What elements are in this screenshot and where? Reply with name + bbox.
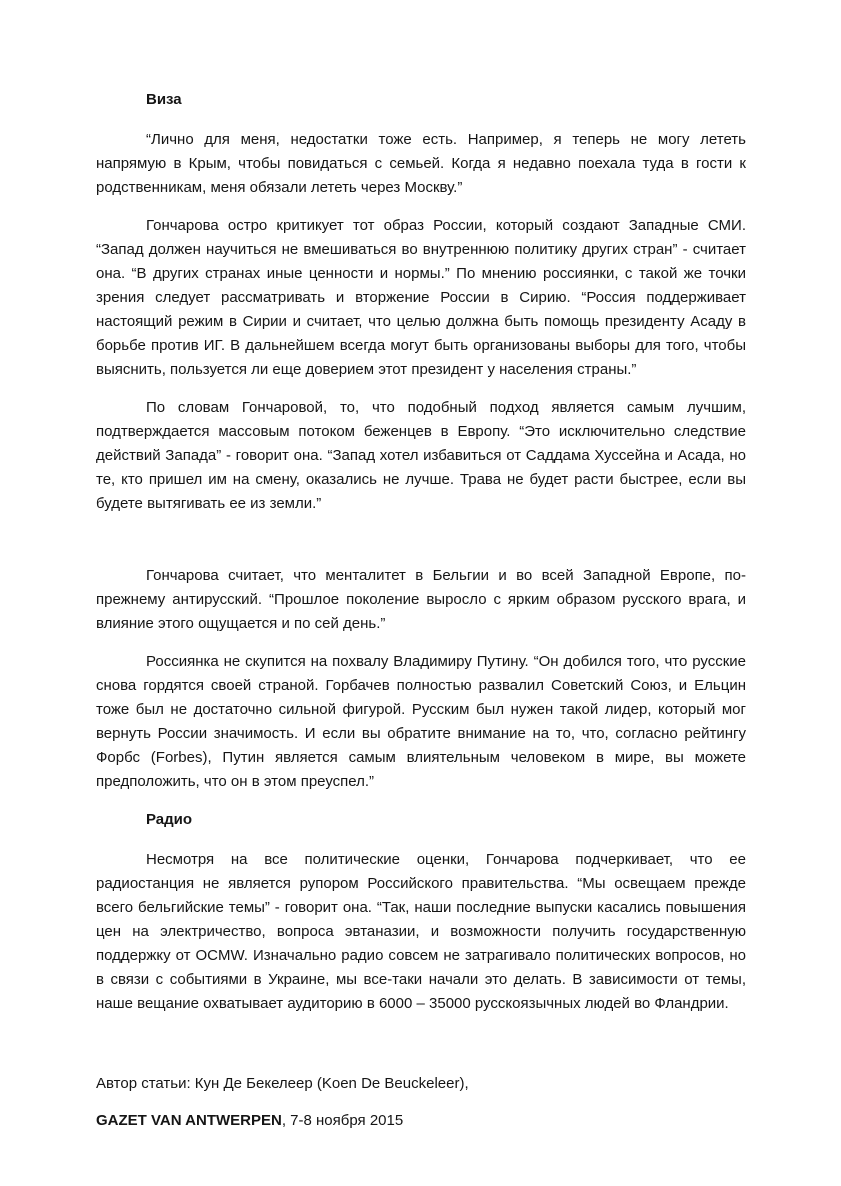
author-line: Автор статьи: Кун Де Бекелеер (Koen De Beuckeleer), <box>96 1075 469 1092</box>
paragraph-visa-quote: “Лично для меня, недостатки тоже есть. Например, я теперь не могу лететь напрямую в Крым, чтобы повидаться с семьей. Когда я недавно поехала туда в гости к родственникам, меня обязали лететь через Москву.” <box>96 131 746 196</box>
source-line <box>96 1109 746 1133</box>
paragraph-refugees: По словам Гончаровой, то, что подобный подход является самым лучшим, подтверждается массовым потоком беженцев в Европу. “Это исключительно следствие действий Запада” - говорит она. “Запад хотел избавиться от Саддама Хуссейна и Асада, но те, кто пришел им на смену, оказались не лучше. Трава не будет расти быстрее, если вы будете вытягивать ее из земли.” <box>96 399 746 512</box>
source-publication-name: GAZET VAN ANTWERPEN <box>96 1112 282 1129</box>
section-heading-radio: Радио <box>146 811 193 828</box>
blank-line <box>96 530 746 564</box>
paragraph-mentality: Гончарова считает, что менталитет в Бельгии и во всей Западной Европе, по-прежнему антирусский. “Прошлое поколение выросло с ярким образом русского врага, и влияние этого ощущается и по сей день.” <box>96 567 746 632</box>
paragraph-putin-praise: Россиянка не скупится на похвалу Владимиру Путину. “Он добился того, что русские снова гордятся своей страной. Горбачев полностью развалил Советский Союз, и Ельцин тоже был не достаточно сильной фигурой. Русским был нужен такой лидер, который мог вернуть России значимость. И если вы обратите внимание на то, что, согласно рейтингу Форбс (Forbes), Путин является самым влиятельным человеком в мире, вы можете предположить, что он в этом преуспел.” <box>96 653 746 790</box>
blank-space-before-author <box>96 1030 746 1072</box>
source-publication-date: , 7-8 ноября 2015 <box>281 1112 404 1129</box>
section-heading-visa: Виза <box>146 91 182 108</box>
paragraph-radio-station: Несмотря на все политические оценки, Гончарова подчеркивает, что ее радиостанция не является рупором Российского правительства. “Мы освещаем прежде всего бельгийские темы” - говорит она. “Так, наши последние выпуски касались повышения цен на электричество, вопроса эвтаназии, и возможности получить государственную поддержку от OCMW. Изначально радио совсем не затрагивало политических вопросов, но в связи с событиями в Украине, мы все-таки начали это делать. В зависимости от темы, наше вещание охватывает аудиторию в 6000 – 35000 русскоязычных людей во Фландрии. <box>96 851 746 1012</box>
paragraph-western-media: Гончарова остро критикует тот образ России, который создают Западные СМИ. “Запад должен научиться не вмешиваться во внутреннюю политику других стран” - считает она. “В других странах иные ценности и нормы.” По мнению россиянки, с такой же точки зрения следует рассматривать и вторжение России в Сирию. “Россия поддерживает настоящий режим в Сирии и считает, что целью должна быть помощь президенту Асаду в борьбе против ИГ. В дальнейшем всегда могут быть организованы выборы для того, чтобы выяснить, пользуется ли еще доверием этот президент у населения страны.” <box>96 217 746 378</box>
